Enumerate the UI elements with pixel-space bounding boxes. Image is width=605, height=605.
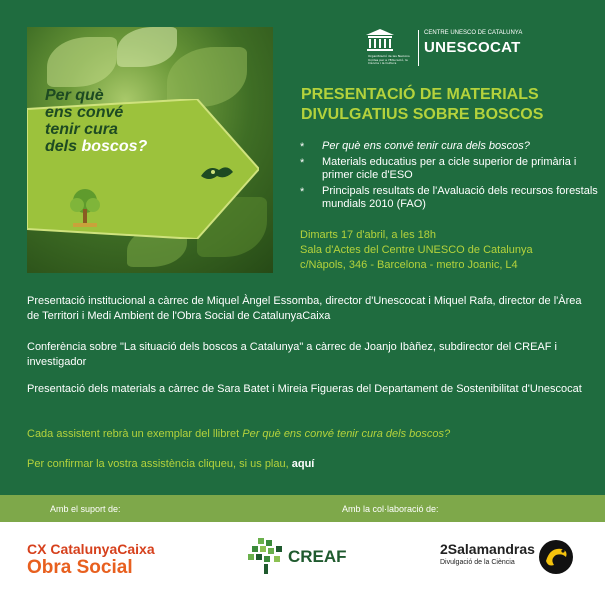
paragraph-institutional: Presentació institucional a càrrec de Miquel Àngel Essomba, director d'Unescocat i Miquel Rafa, director de l'Àrea de Territori i Medi Ambient de l'Obra Social de CatalunyaCaixa xyxy=(27,295,582,322)
catalunyacaixa-logo: CX CatalunyaCaixa Obra Social xyxy=(27,541,155,578)
creaf-pixel-tree-icon xyxy=(248,538,286,574)
paragraph-materials: Presentació dels materials a càrrec de Sara Batet i Mireia Figueras del Departament de Sostenibilitat d'Unescocat xyxy=(27,383,582,395)
list-item: * Materials educatius per a cicle superior de primària i primer cicle d'ESO xyxy=(300,155,577,181)
event-date: Dimarts 17 d'abril, a les 18h xyxy=(300,229,436,241)
paragraph-rsvp: Per confirmar la vostra assistència cliqueu, si us plau, aquí xyxy=(27,458,315,470)
list-item: * Principals resultats de l'Avaluació dels recursos forestals mundials 2010 (FAO) xyxy=(300,184,598,210)
event-place: Sala d'Actes del Centre UNESCO de Catalunya xyxy=(300,244,533,256)
creaf-logo: CREAF xyxy=(248,538,368,574)
list-item: * Per què ens convé tenir cura dels boscos? xyxy=(300,140,530,153)
unesco-temple-icon xyxy=(366,29,394,53)
unesco-top-label: CENTRE UNESCO DE CATALUNYA xyxy=(424,30,523,36)
2salamandras-logo: 2Salamandras Divulgació de la Ciència xyxy=(440,541,580,577)
logo-divider xyxy=(418,30,419,66)
support-label: Amb el suport de: xyxy=(50,504,121,514)
salamander-icon xyxy=(538,539,574,575)
topics-list xyxy=(300,140,600,214)
bird-leaf-icon xyxy=(199,162,235,182)
tree-figure-icon xyxy=(65,187,105,229)
unesco-main-label: UNESCOCAT xyxy=(424,39,521,56)
paragraph-booklet: Cada assistent rebrà un exemplar del llibret Per què ens convé tenir cura dels boscos? xyxy=(27,428,451,440)
booklet-cover-image xyxy=(27,27,273,273)
event-address: c/Nàpols, 346 - Barcelona - metro Joanic, L4 xyxy=(300,259,518,271)
rsvp-link[interactable]: aquí xyxy=(291,458,315,470)
event-title: PRESENTACIÓ DE MATERIALS DIVULGATIUS SOBRE BOSCOS xyxy=(301,86,544,123)
collaboration-label: Amb la col·laboració de: xyxy=(342,504,439,514)
unescocat-logo xyxy=(366,27,526,71)
unesco-subtitle: Organització de les Nacions Unides per a l'Educació, la Ciència i la Cultura xyxy=(368,54,410,65)
paragraph-conference: Conferència sobre "La situació dels boscos a Catalunya" a càrrec de Joanjo Ibàñez, subdirector del CREAF i investigador xyxy=(27,341,557,368)
event-details xyxy=(300,228,600,273)
booklet-title: Per què ens convé tenir cura dels boscos? xyxy=(45,87,148,155)
